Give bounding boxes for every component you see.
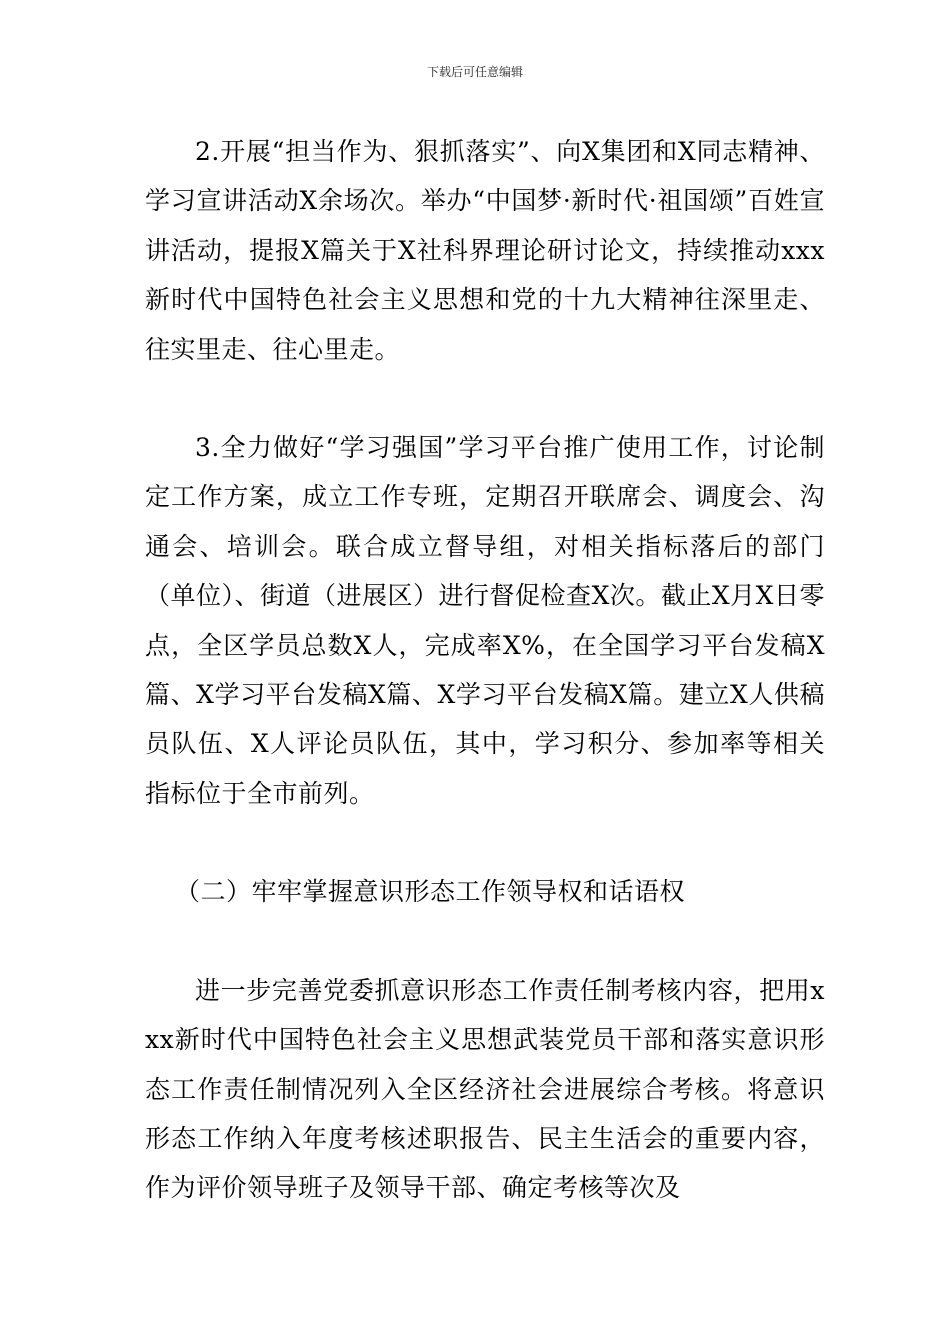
paragraph-item-2: 2.开展“担当作为、狠抓落实”、向X集团和X同志精神、学习宣讲活动X余场次。举办“中国梦·新时代·祖国颂”百姓宣讲活动，提报X篇关于X社科界理论研讨论文，持续推动xxx新时代中国特色社会主义思想和党的十九大精神往深里走、往实里走、往心里走。: [145, 137, 825, 364]
paragraph-item-3: 3.全力做好“学习强国”学习平台推广使用工作，讨论制定工作方案，成立工作专班，定期召开联席会、调度会、沟通会、培训会。联合成立督导组，对相关指标落后的部门（单位）、街道（进展区）进行督促检查X次。截止X月X日零点，全区学员总数X人，完成率X%，在全国学习平台发稿X篇、X学习平台发稿X篇、X学习平台发稿X篇。建立X人供稿员队伍、X人评论员队伍，其中，学习积分、参加率等相关指标位于全市前列。: [145, 433, 825, 808]
section-heading: （二）牢牢掌握意识形态工作领导权和话语权: [175, 877, 686, 907]
page-header: 下载后可任意编辑: [426, 65, 523, 79]
document-body: [145, 127, 825, 1213]
paragraph-responsibility: 进一步完善党委抓意识形态工作责任制考核内容，把用xxx新时代中国特色社会主义思想武装党员干部和落实意识形态工作责任制情况列入全区经济社会进展综合考核。将意识形态工作纳入年度考核述职报告、民主生活会的重要内容，作为评价领导班子及领导干部、确定考核等次及: [145, 975, 825, 1203]
